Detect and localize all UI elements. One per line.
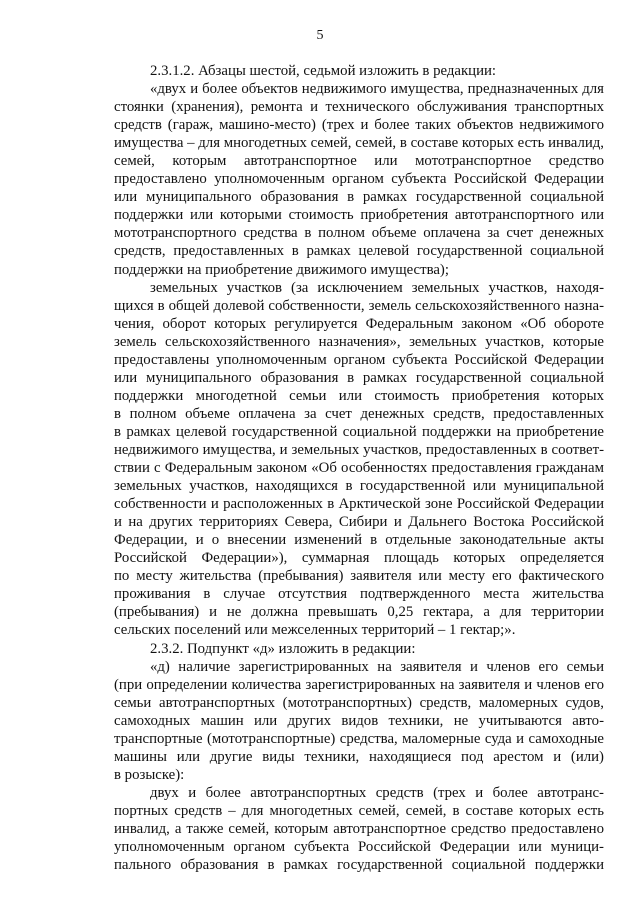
text-line: собственности и расположенных в Арктической зоне Российской Федерации xyxy=(114,496,604,513)
text-line: (при определении количества зарегистрированных на заявителя и членов его xyxy=(114,676,604,693)
text-line: уполномоченным органом субъекта Российской Федерации или муници- xyxy=(114,839,604,856)
text-line: земельных участков (за исключением земельных участков, находя- xyxy=(150,279,604,296)
text-line: земельных участков, находящихся в государственной или муниципальной xyxy=(114,478,604,495)
text-line: недвижимого имущества, и земельных участков, предоставленных в соответ- xyxy=(114,441,604,458)
page-number: 5 xyxy=(316,28,324,43)
text-line: средств, предоставленных в рамках целевой государственной социальной xyxy=(114,243,604,260)
text-line: «д) наличие зарегистрированных на заявителя и членов его семьи xyxy=(150,658,604,675)
text-line: (пребывания) и не должна превышать 0,25 гектара, а для территории xyxy=(114,604,604,621)
paragraph-2-3-1-2-heading xyxy=(114,62,604,80)
text-line: Федерации, и о внесении изменений в отдельные законодательные акты xyxy=(114,532,604,549)
paragraph-vehicles xyxy=(114,784,604,874)
text-line: и на других территориях Севера, Сибири и Дальнего Востока Российской xyxy=(114,514,604,531)
text-line: семьи автотранспортных (мототранспортных) средств, маломерных судов, xyxy=(114,694,604,711)
text-line: инвалид, а также семей, которым автотранспортное средство предоставлено xyxy=(114,820,604,837)
text-line: средств (гараж, машино-место) (трех и более таких объектов недвижимого xyxy=(114,117,604,134)
text-line: в рамках целевой государственной социальной поддержки на приобретение xyxy=(114,423,604,440)
text-line: стоянки (хранения), ремонта и технического обслуживания транспортных xyxy=(114,99,604,116)
text-line: поддержки на приобретение движимого имущества); xyxy=(114,261,449,278)
text-line: транспортные (мототранспортные) средства, маломерные суда и самоходные xyxy=(114,730,604,747)
text-line: предоставлены уполномоченным органом субъекта Российской Федерации xyxy=(114,351,604,368)
text-line: портных средств – для многодетных семей, семей, в составе которых есть xyxy=(114,802,604,819)
text-line: самоходных машин или других видов техники, не учитываются авто- xyxy=(114,712,604,729)
text-line: 2.3.2. Подпункт «д» изложить в редакции: xyxy=(150,640,416,657)
text-line: ствии с Федеральным законом «Об особенностях предоставления гражданам xyxy=(114,460,604,477)
text-line: семей, которым автотранспортное или мототранспортное средство xyxy=(114,153,604,170)
text-line: мототранспортного средства в полном объеме оплачена за счет денежных xyxy=(114,225,604,242)
text-line: поддержки или которыми стоимость приобретения автотранспортного или xyxy=(114,207,604,224)
text-line: или муниципального образования в рамках государственной социальной xyxy=(114,189,604,206)
text-line: в полном объеме оплачена за счет денежных средств, предоставленных xyxy=(114,405,604,422)
document-body xyxy=(114,62,604,874)
paragraph-subpoint-d xyxy=(114,658,604,784)
text-line: машины или другие виды техники, находящиеся под арестом и (или) xyxy=(114,748,604,765)
text-line: пального образования в рамках государственной социальной поддержки xyxy=(114,857,604,874)
text-line: поддержки многодетной семьи или стоимость приобретения которых xyxy=(114,387,604,404)
text-line: предоставлено уполномоченным органом субъекта Российской Федерации xyxy=(114,171,604,188)
paragraph-2-3-2-heading xyxy=(114,640,604,658)
text-line: проживания в случае отсутствия подтвержденного места жительства xyxy=(114,586,604,603)
paragraph-garage-objects xyxy=(114,80,604,279)
text-line: имущества – для многодетных семей, семей, в составе которых есть инвалид, xyxy=(114,135,604,152)
text-line: земель сельскохозяйственного назначения», земельных участков, которые xyxy=(114,333,604,350)
text-line: чения, оборот которых регулируется Федеральным законом «Об обороте xyxy=(114,315,604,332)
text-line: по месту жительства (пребывания) заявителя или месту его фактического xyxy=(114,568,604,585)
text-line: «двух и более объектов недвижимого имущества, предназначенных для xyxy=(150,81,604,98)
text-line: 2.3.1.2. Абзацы шестой, седьмой изложить в редакции: xyxy=(150,63,497,79)
text-line: Российской Федерации»), суммарная площадь которых определяется xyxy=(114,550,604,567)
text-line: сельских поселений или межселенных территорий – 1 гектар;». xyxy=(114,622,516,639)
text-line: двух и более автотранспортных средств (трех и более автотранс- xyxy=(150,784,604,801)
text-line: щихся в общей долевой собственности, земель сельскохозяйственного назна- xyxy=(114,297,604,314)
text-line: или муниципального образования в рамках государственной социальной xyxy=(114,369,604,386)
paragraph-land-plots xyxy=(114,279,604,640)
text-line: в розыске): xyxy=(114,766,185,783)
